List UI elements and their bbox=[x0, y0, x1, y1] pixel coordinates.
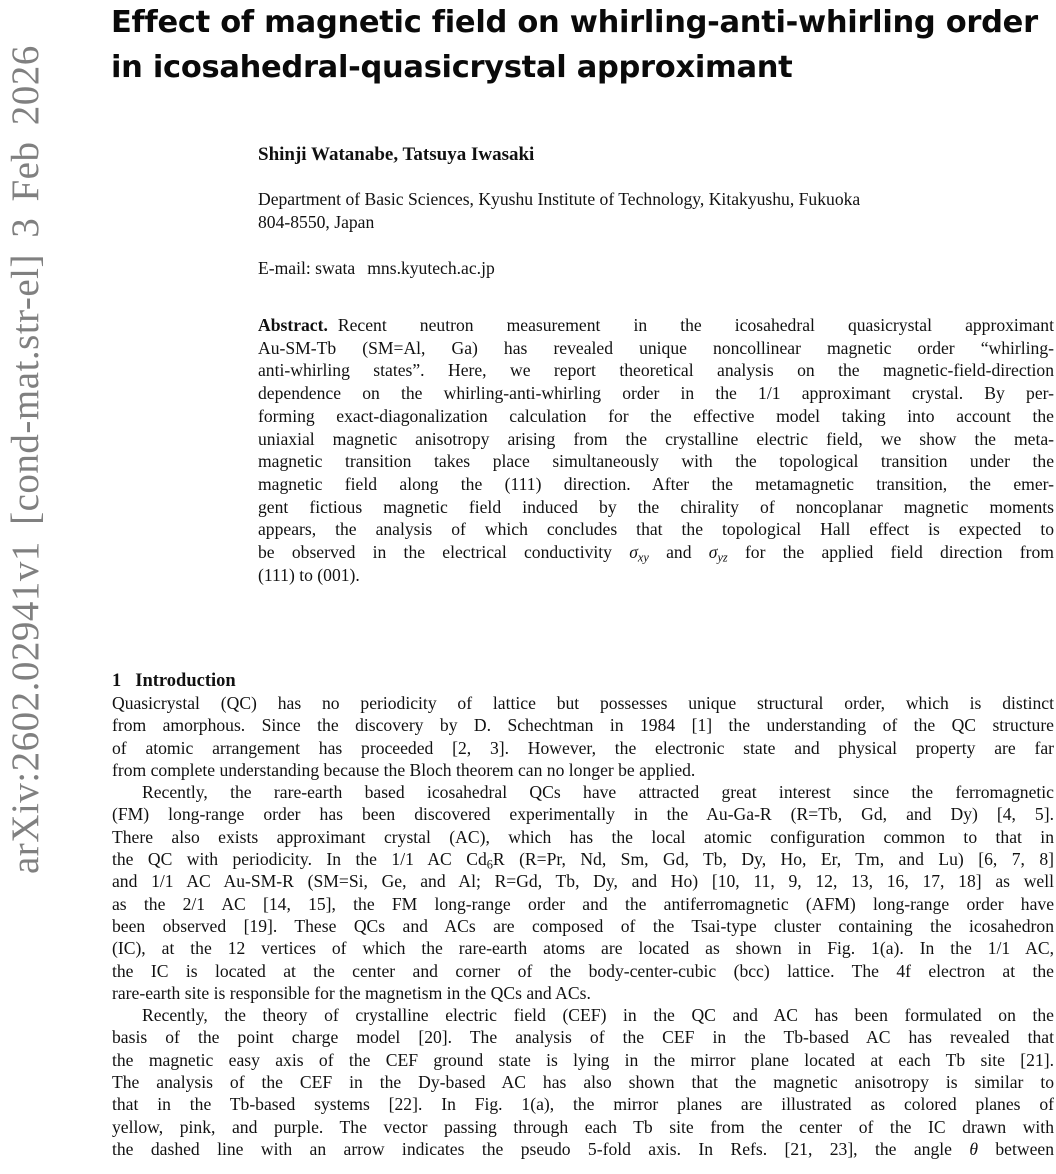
body-line: and 1/1 AC Au-SM-R (SM=Si, Ge, and Al; R=Gd, Tb, Dy, and Ho) [10, 11, 9, 12, 13, 16, 17, 18] as well bbox=[112, 871, 1054, 892]
body-line: from amorphous. Since the discovery by D. Schechtman in 1984 [1] the understanding of the QC structure bbox=[112, 715, 1054, 736]
abstract-line: anti-whirling states”. Here, we report theoretical analysis on the magnetic-field-direction bbox=[258, 360, 1054, 381]
introduction-body bbox=[112, 692, 1054, 1160]
abstract-text: and bbox=[666, 542, 692, 563]
body-text: the dashed line with an arrow indicates the pseudo 5-fold axis. In Refs. [21, 23], the angle bbox=[112, 1138, 952, 1159]
body-line bbox=[112, 848, 1054, 870]
sigma-symbol: σ bbox=[629, 542, 638, 563]
body-line: the IC is located at the center and corner of the body-center-cubic (bcc) lattice. The 4f electron at the bbox=[112, 960, 1054, 981]
abstract-line: magnetic transition takes place simultaneously with the topological transition under the bbox=[258, 451, 1054, 472]
arxiv-identifier-stamp bbox=[4, 0, 47, 876]
abstract-label: Abstract. bbox=[258, 315, 328, 335]
paper-title bbox=[111, 0, 1056, 90]
abstract bbox=[258, 314, 1054, 586]
abstract-line: forming exact-diagonalization calculation for the effective model taking into account the bbox=[258, 405, 1054, 426]
body-line: (IC), at the 12 vertices of which the rare-earth atoms are located as shown in Fig. 1(a). In the 1/1 AC, bbox=[112, 938, 1054, 959]
affiliation bbox=[258, 188, 1054, 234]
email-user: swata bbox=[315, 258, 356, 278]
abstract-line: magnetic field along the (111) direction. After the metamagnetic transition, the emer- bbox=[258, 473, 1054, 494]
affiliation-line: 804-8550, Japan bbox=[258, 212, 375, 232]
title-line: Effect of magnetic field on whirling-anti-whirling order bbox=[111, 5, 1038, 40]
body-line: basis of the point charge model [20]. The analysis of the CEF in the Tb-based AC has revealed that bbox=[112, 1027, 1054, 1048]
section-heading-introduction bbox=[112, 670, 236, 692]
body-line: from complete understanding because the Bloch theorem can no longer be applied. bbox=[112, 759, 696, 780]
abstract-line: appears, the analysis of which concludes that the topological Hall effect is expected to bbox=[258, 519, 1054, 540]
abstract-line: dependence on the whirling-anti-whirling order in the 1/1 approximant crystal. By per- bbox=[258, 383, 1054, 404]
body-line: (FM) long-range order has been discovered experimentally in the Au-Ga-R (R=Tb, Gd, and Dy) [4, 5]. bbox=[112, 804, 1054, 825]
body-line bbox=[112, 1138, 1054, 1160]
abstract-text: for the applied field direction from bbox=[744, 542, 1054, 563]
affiliation-line: Department of Basic Sciences, Kyushu Institute of Technology, Kitakyushu, Fukuoka bbox=[258, 189, 861, 209]
arxiv-identifier-text: arXiv:2602.02941v1 [cond-mat.str-el] 3 Feb 2026 bbox=[4, 45, 47, 874]
body-line: yellow, pink, and purple. The vector passing through each Tb site from the center of the IC drawn with bbox=[112, 1116, 1054, 1137]
body-line: as the 2/1 AC [14, 15], the FM long-range order and the antiferromagnetic (AFM) long-range order have bbox=[112, 893, 1054, 914]
abstract-text: be observed in the electrical conductivity bbox=[258, 542, 612, 563]
body-line: Quasicrystal (QC) has no periodicity of lattice but possesses unique structural order, which is distinct bbox=[112, 693, 1054, 713]
body-text: between bbox=[995, 1138, 1054, 1159]
abstract-line: uniaxial magnetic anisotropy arising from the crystalline electric field, we show the meta- bbox=[258, 428, 1054, 449]
title-line: in icosahedral-quasicrystal approximant bbox=[111, 50, 793, 85]
body-text: the QC with periodicity. In the 1/1 AC Cd bbox=[112, 849, 487, 870]
abstract-line: Au-SM-Tb (SM=Al, Ga) has revealed unique noncollinear magnetic order “whirling- bbox=[258, 337, 1054, 358]
body-line: Recently, the theory of crystalline electric field (CEF) in the QC and AC has been formulated on the bbox=[142, 1005, 1054, 1026]
abstract-line bbox=[258, 314, 1054, 337]
email-domain: mns.kyutech.ac.jp bbox=[367, 258, 495, 278]
section-title: Introduction bbox=[135, 671, 236, 691]
body-line: rare-earth site is responsible for the magnetism in the QCs and ACs. bbox=[112, 982, 591, 1003]
body-line: There also exists approximant crystal (AC), which has the local atomic configuration common to that in bbox=[112, 826, 1054, 847]
email-label: E-mail: bbox=[258, 258, 311, 278]
author-list: Shinji Watanabe, Tatsuya Iwasaki bbox=[258, 144, 535, 165]
abstract-text: Recent neutron measurement in the icosahedral quasicrystal approximant bbox=[337, 315, 1054, 335]
sigma-yz bbox=[708, 542, 728, 565]
sigma-symbol: σ bbox=[708, 542, 718, 563]
body-line: The analysis of the CEF in the Dy-based AC has also shown that the magnetic anisotropy is similar to bbox=[112, 1072, 1054, 1093]
abstract-line: (111) to (001). bbox=[258, 564, 360, 585]
abstract-line: gent fictious magnetic field induced by the chirality of noncoplanar magnetic moments bbox=[258, 496, 1054, 517]
subscript-yz: yz bbox=[717, 550, 728, 565]
subscript-xy: xy bbox=[637, 550, 649, 565]
abstract-line bbox=[258, 541, 1054, 564]
sigma-xy bbox=[629, 542, 649, 565]
section-number: 1 bbox=[112, 671, 122, 691]
email-line bbox=[258, 257, 495, 280]
body-text: R (R=Pr, Nd, Sm, Gd, Tb, Dy, Ho, Er, Tm, and Lu) [6, 7, 8] bbox=[492, 849, 1054, 870]
body-line: that in the Tb-based systems [22]. In Fig. 1(a), the mirror planes are illustrated as colored planes of bbox=[112, 1094, 1054, 1115]
body-line: the magnetic easy axis of the CEF ground state is lying in the mirror plane located at each Tb site [21]. bbox=[112, 1049, 1054, 1070]
subscript-6: 6 bbox=[486, 857, 493, 872]
body-line: of atomic arrangement has proceeded [2, 3]. However, the electronic state and physical property are far bbox=[112, 737, 1054, 758]
body-line: Recently, the rare-earth based icosahedral QCs have attracted great interest since the ferromagnetic bbox=[142, 782, 1054, 803]
body-line: been observed [19]. These QCs and ACs are composed of the Tsai-type cluster containing the icosahedron bbox=[112, 915, 1054, 936]
theta-symbol: θ bbox=[969, 1138, 978, 1159]
